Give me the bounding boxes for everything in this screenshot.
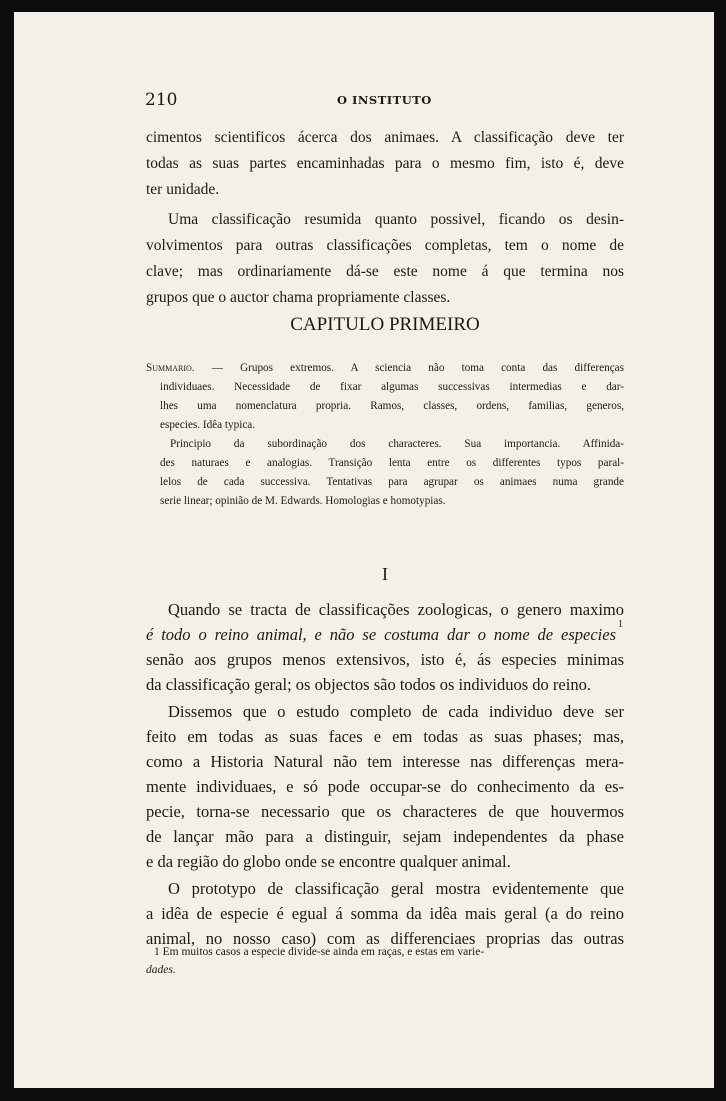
summary-line: individuaes. Necessidade de fixar algumas successivas intermedias e dar-: [160, 381, 624, 393]
body-line: O prototypo de classificação geral mostra evidentemente que: [168, 879, 624, 898]
summary-line: des naturaes e analogias. Transição lenta entre os differentes typos paral-: [160, 457, 624, 469]
summary-label: Summario.: [146, 362, 195, 374]
page-number: 210: [145, 90, 178, 110]
body-line: Quando se tracta de classificações zoologicas, o genero maximo: [168, 600, 624, 619]
footnote-marker: 1: [154, 946, 160, 958]
summary-line: Principio da subordinação dos characteres. Sua importancia. Affinida-: [170, 438, 624, 450]
summary-line: Summario. — Grupos extremos. A sciencia não toma conta das differenças: [146, 362, 625, 374]
intro-line: grupos que o auctor chama propriamente classes.: [146, 289, 451, 306]
body-line: a idêa de especie é egual á somma da idêa mais geral (a do reino: [146, 904, 624, 923]
body-line: animal, no nosso caso) com as differenciaes proprias das outras: [146, 929, 624, 948]
running-title: O INSTITUTO: [337, 93, 432, 107]
summary-line: lelos de cada successiva. Tentativas para agrupar os animaes numa grande: [160, 476, 624, 488]
book-page: [14, 12, 714, 1088]
chapter-title: CAPITULO PRIMEIRO: [290, 314, 480, 335]
intro-line: ter unidade.: [146, 181, 220, 198]
page-header: [145, 90, 625, 114]
body-line: feito em todas as suas faces e em todas as suas phases; mas,: [146, 727, 624, 746]
intro-line: todas as suas partes encaminhadas para o mesmo fim, isto é, deve: [146, 155, 624, 172]
body-line: como a Historia Natural não tem interesse nas differenças mera-: [146, 752, 624, 771]
body-line: é todo o reino animal, e não se costuma dar o nome de especies: [146, 625, 616, 644]
body-line: de lançar mão para a distinguir, sejam independentes da phase: [146, 827, 624, 846]
body-line: mente individuaes, e só pode occupar-se do conhecimento da es-: [146, 777, 624, 796]
body-line: e da região do globo onde se encontre qualquer animal.: [146, 852, 511, 871]
footnote-line: dades.: [146, 964, 176, 976]
body-line: da classificação geral; os objectos são todos os individuos do reino.: [146, 675, 591, 694]
body-line: pecie, torna-se necessario que os characteres de que houvermos: [146, 802, 624, 821]
body-line: Dissemos que o estudo completo de cada individuo deve ser: [168, 702, 624, 721]
summary-line: lhes uma nomenclatura propria. Ramos, classes, ordens, familias, generos,: [160, 400, 624, 412]
intro-line: cimentos scientificos ácerca dos animaes. A classificação deve ter: [146, 129, 624, 146]
section-numeral: I: [382, 564, 388, 584]
summary-line: serie linear; opinião de M. Edwards. Homologias e homotypias.: [160, 495, 446, 507]
footnote-ref: 1: [618, 619, 623, 630]
intro-line: clave; mas ordinariamente dá-se este nome á que termina nos: [146, 263, 624, 280]
body-line: senão aos grupos menos extensivos, isto é, ás especies minimas: [146, 650, 624, 669]
footnote-line: 1 Em muitos casos a especie divide-se ainda em raças, e estas em varie-: [154, 946, 485, 958]
intro-line: Uma classificação resumida quanto possivel, ficando os desin-: [168, 211, 624, 228]
intro-line: volvimentos para outras classificações completas, tem o nome de: [146, 237, 624, 254]
summary-line: especies. Idêa typica.: [160, 419, 256, 431]
